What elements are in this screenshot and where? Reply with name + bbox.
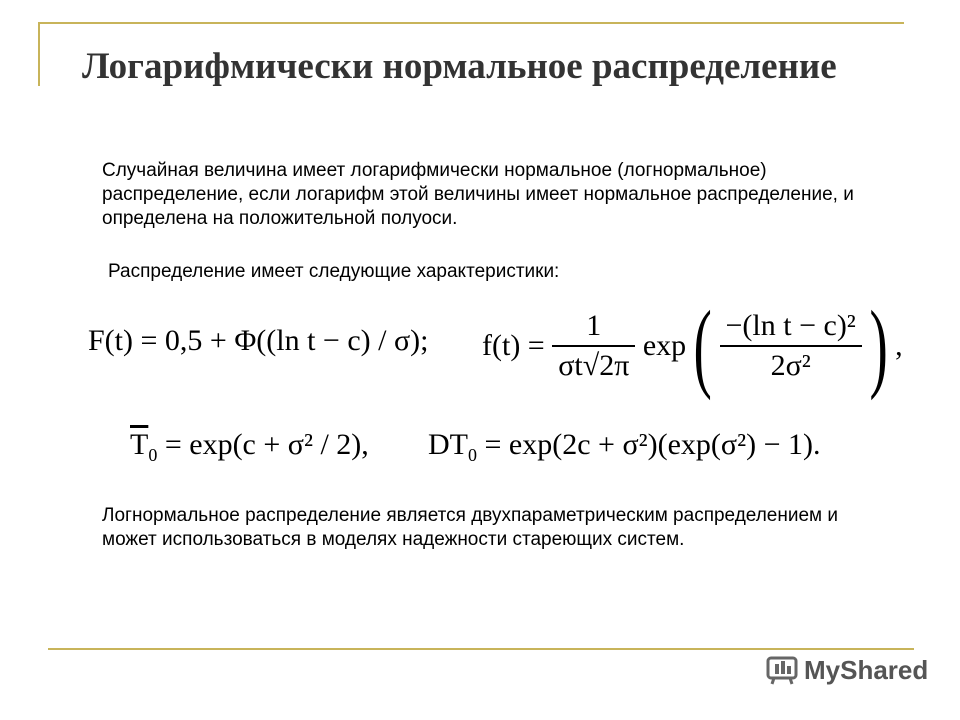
var-sub: 0 [468, 445, 477, 465]
pdf-den: σt√2π [552, 345, 635, 381]
watermark-text: MyShared [804, 655, 929, 685]
page-title: Логарифмически нормальное распределение [82, 46, 837, 87]
pdf-tail: , [895, 329, 903, 362]
mean-formula [130, 430, 369, 464]
pdf-coefficient [552, 311, 635, 381]
myshared-logo-icon [766, 656, 798, 686]
mean-sub: 0 [148, 445, 158, 465]
myshared-watermark [766, 655, 928, 686]
var-symbol: DT [428, 428, 468, 461]
pdf-lhs: f(t) = [482, 329, 545, 362]
pdf-exp: exp [642, 329, 687, 362]
pdf-inner-den: 2σ² [720, 345, 862, 381]
pdf-formula [482, 290, 903, 401]
var-rhs: = exp(2c + σ²)(exp(σ²) − 1). [484, 428, 821, 461]
top-rule [38, 22, 904, 24]
right-paren: ) [869, 290, 888, 401]
pdf-exponent [720, 311, 862, 381]
mean-symbol: $\overline{T}$ [130, 428, 149, 461]
left-rule [38, 22, 40, 86]
left-paren: ( [693, 290, 713, 401]
pdf-inner-num: −(ln t − c)² [725, 309, 856, 342]
mean-rhs: = exp(c + σ² / 2), [164, 428, 369, 461]
bottom-rule [48, 648, 914, 650]
pdf-num: 1 [586, 309, 602, 342]
characteristics-heading: Распределение имеет следующие характеристики: [108, 261, 560, 282]
intro-paragraph: Случайная величина имеет логарифмически нормальное (логнормальное) распределение, если логарифм этой величины имеет нормальное распределение, и определена на положительной полуоси. [102, 160, 854, 229]
variance-formula [428, 430, 820, 464]
conclusion-paragraph: Логнормальное распределение является двухпараметрическим распределением и может использоваться в моделях надежности стареющих систем. [102, 505, 838, 550]
cdf-formula: F(t) = 0,5 + Φ((ln t − c) / σ); [88, 324, 429, 357]
